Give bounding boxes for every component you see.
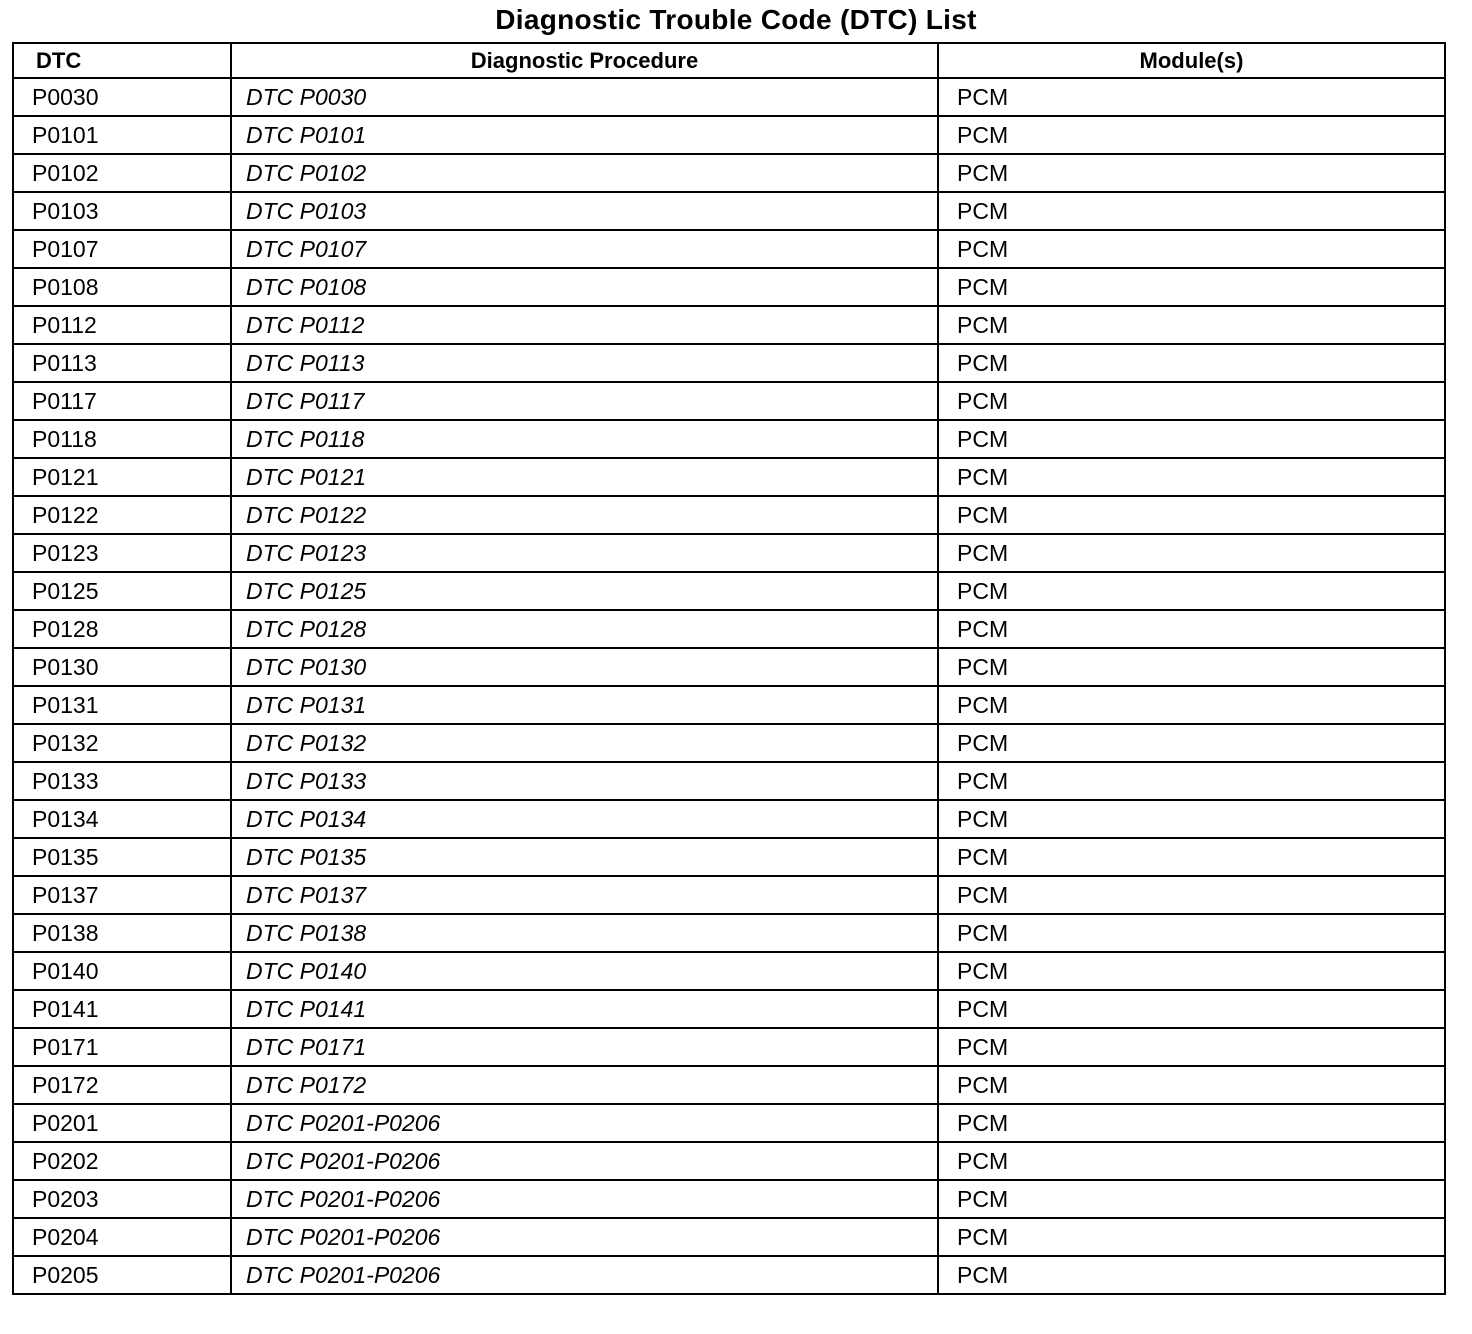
diagnostic-procedure-cell: DTC P0123 bbox=[231, 534, 938, 572]
diagnostic-procedure-cell: DTC P0135 bbox=[231, 838, 938, 876]
module-cell: PCM bbox=[938, 230, 1445, 268]
module-cell: PCM bbox=[938, 800, 1445, 838]
diagnostic-procedure-cell: DTC P0122 bbox=[231, 496, 938, 534]
table-row bbox=[13, 1218, 1445, 1256]
diagnostic-procedure-cell: DTC P0108 bbox=[231, 268, 938, 306]
dtc-code-cell: P0107 bbox=[13, 230, 231, 268]
table-row bbox=[13, 800, 1445, 838]
dtc-code-cell: P0203 bbox=[13, 1180, 231, 1218]
table-row bbox=[13, 496, 1445, 534]
module-cell: PCM bbox=[938, 686, 1445, 724]
diagnostic-procedure-cell: DTC P0133 bbox=[231, 762, 938, 800]
module-cell: PCM bbox=[938, 724, 1445, 762]
module-cell: PCM bbox=[938, 154, 1445, 192]
dtc-code-cell: P0137 bbox=[13, 876, 231, 914]
module-cell: PCM bbox=[938, 1180, 1445, 1218]
module-cell: PCM bbox=[938, 990, 1445, 1028]
page-title: Diagnostic Trouble Code (DTC) List bbox=[495, 4, 977, 35]
table-row bbox=[13, 990, 1445, 1028]
dtc-code-cell: P0172 bbox=[13, 1066, 231, 1104]
table-row bbox=[13, 268, 1445, 306]
diagnostic-procedure-cell: DTC P0030 bbox=[231, 78, 938, 116]
dtc-code-cell: P0108 bbox=[13, 268, 231, 306]
dtc-code-cell: P0205 bbox=[13, 1256, 231, 1294]
module-cell: PCM bbox=[938, 876, 1445, 914]
module-cell: PCM bbox=[938, 838, 1445, 876]
dtc-code-cell: P0202 bbox=[13, 1142, 231, 1180]
diagnostic-procedure-cell: DTC P0201-P0206 bbox=[231, 1256, 938, 1294]
table-row bbox=[13, 382, 1445, 420]
diagnostic-procedure-cell: DTC P0201-P0206 bbox=[231, 1180, 938, 1218]
table-row bbox=[13, 344, 1445, 382]
module-cell: PCM bbox=[938, 116, 1445, 154]
diagnostic-procedure-cell: DTC P0172 bbox=[231, 1066, 938, 1104]
diagnostic-procedure-cell: DTC P0138 bbox=[231, 914, 938, 952]
table-row bbox=[13, 952, 1445, 990]
table-row bbox=[13, 1104, 1445, 1142]
table-row bbox=[13, 1180, 1445, 1218]
diagnostic-procedure-cell: DTC P0201-P0206 bbox=[231, 1142, 938, 1180]
dtc-code-cell: P0122 bbox=[13, 496, 231, 534]
diagnostic-procedure-cell: DTC P0112 bbox=[231, 306, 938, 344]
module-cell: PCM bbox=[938, 382, 1445, 420]
module-cell: PCM bbox=[938, 1142, 1445, 1180]
diagnostic-procedure-cell: DTC P0128 bbox=[231, 610, 938, 648]
module-cell: PCM bbox=[938, 1066, 1445, 1104]
dtc-code-cell: P0131 bbox=[13, 686, 231, 724]
table-row bbox=[13, 420, 1445, 458]
table-row bbox=[13, 1028, 1445, 1066]
dtc-code-cell: P0135 bbox=[13, 838, 231, 876]
table-row bbox=[13, 230, 1445, 268]
dtc-code-cell: P0141 bbox=[13, 990, 231, 1028]
dtc-code-cell: P0130 bbox=[13, 648, 231, 686]
diagnostic-procedure-cell: DTC P0101 bbox=[231, 116, 938, 154]
column-header-modules: Module(s) bbox=[938, 43, 1445, 78]
dtc-code-cell: P0117 bbox=[13, 382, 231, 420]
module-cell: PCM bbox=[938, 610, 1445, 648]
module-cell: PCM bbox=[938, 420, 1445, 458]
table-row bbox=[13, 876, 1445, 914]
header-row bbox=[13, 43, 1445, 78]
table-row bbox=[13, 534, 1445, 572]
module-cell: PCM bbox=[938, 78, 1445, 116]
diagnostic-procedure-cell: DTC P0140 bbox=[231, 952, 938, 990]
column-header-procedure: Diagnostic Procedure bbox=[231, 43, 938, 78]
table-row bbox=[13, 686, 1445, 724]
table-row bbox=[13, 78, 1445, 116]
dtc-code-cell: P0140 bbox=[13, 952, 231, 990]
table-row bbox=[13, 1256, 1445, 1294]
diagnostic-procedure-cell: DTC P0113 bbox=[231, 344, 938, 382]
module-cell: PCM bbox=[938, 306, 1445, 344]
module-cell: PCM bbox=[938, 762, 1445, 800]
module-cell: PCM bbox=[938, 914, 1445, 952]
diagnostic-procedure-cell: DTC P0132 bbox=[231, 724, 938, 762]
dtc-code-cell: P0201 bbox=[13, 1104, 231, 1142]
module-cell: PCM bbox=[938, 1104, 1445, 1142]
module-cell: PCM bbox=[938, 1218, 1445, 1256]
dtc-code-cell: P0103 bbox=[13, 192, 231, 230]
diagnostic-procedure-cell: DTC P0137 bbox=[231, 876, 938, 914]
diagnostic-procedure-cell: DTC P0102 bbox=[231, 154, 938, 192]
module-cell: PCM bbox=[938, 496, 1445, 534]
diagnostic-procedure-cell: DTC P0134 bbox=[231, 800, 938, 838]
diagnostic-procedure-cell: DTC P0201-P0206 bbox=[231, 1104, 938, 1142]
dtc-code-cell: P0121 bbox=[13, 458, 231, 496]
diagnostic-procedure-cell: DTC P0121 bbox=[231, 458, 938, 496]
dtc-code-cell: P0128 bbox=[13, 610, 231, 648]
dtc-code-cell: P0134 bbox=[13, 800, 231, 838]
module-cell: PCM bbox=[938, 534, 1445, 572]
dtc-code-cell: P0102 bbox=[13, 154, 231, 192]
dtc-code-cell: P0118 bbox=[13, 420, 231, 458]
table-row bbox=[13, 458, 1445, 496]
column-header-dtc: DTC bbox=[13, 43, 231, 78]
dtc-code-cell: P0030 bbox=[13, 78, 231, 116]
diagnostic-procedure-cell: DTC P0201-P0206 bbox=[231, 1218, 938, 1256]
dtc-code-cell: P0171 bbox=[13, 1028, 231, 1066]
module-cell: PCM bbox=[938, 648, 1445, 686]
dtc-code-cell: P0113 bbox=[13, 344, 231, 382]
table-row bbox=[13, 648, 1445, 686]
module-cell: PCM bbox=[938, 458, 1445, 496]
diagnostic-procedure-cell: DTC P0103 bbox=[231, 192, 938, 230]
table-row bbox=[13, 724, 1445, 762]
module-cell: PCM bbox=[938, 344, 1445, 382]
module-cell: PCM bbox=[938, 952, 1445, 990]
table-row bbox=[13, 116, 1445, 154]
dtc-code-cell: P0112 bbox=[13, 306, 231, 344]
dtc-code-cell: P0132 bbox=[13, 724, 231, 762]
dtc-code-cell: P0125 bbox=[13, 572, 231, 610]
module-cell: PCM bbox=[938, 572, 1445, 610]
dtc-code-cell: P0204 bbox=[13, 1218, 231, 1256]
table-row bbox=[13, 1142, 1445, 1180]
diagnostic-procedure-cell: DTC P0131 bbox=[231, 686, 938, 724]
table-row bbox=[13, 192, 1445, 230]
module-cell: PCM bbox=[938, 1256, 1445, 1294]
diagnostic-procedure-cell: DTC P0141 bbox=[231, 990, 938, 1028]
module-cell: PCM bbox=[938, 192, 1445, 230]
dtc-code-cell: P0101 bbox=[13, 116, 231, 154]
diagnostic-procedure-cell: DTC P0107 bbox=[231, 230, 938, 268]
table-body bbox=[13, 78, 1445, 1294]
table-row bbox=[13, 762, 1445, 800]
module-cell: PCM bbox=[938, 268, 1445, 306]
module-cell: PCM bbox=[938, 1028, 1445, 1066]
table-row bbox=[13, 154, 1445, 192]
diagnostic-procedure-cell: DTC P0117 bbox=[231, 382, 938, 420]
dtc-code-cell: P0133 bbox=[13, 762, 231, 800]
diagnostic-procedure-cell: DTC P0125 bbox=[231, 572, 938, 610]
table-row bbox=[13, 914, 1445, 952]
table-row bbox=[13, 572, 1445, 610]
diagnostic-procedure-cell: DTC P0130 bbox=[231, 648, 938, 686]
diagnostic-procedure-cell: DTC P0171 bbox=[231, 1028, 938, 1066]
table-row bbox=[13, 610, 1445, 648]
table-row bbox=[13, 1066, 1445, 1104]
dtc-table bbox=[12, 42, 1446, 1295]
diagnostic-procedure-cell: DTC P0118 bbox=[231, 420, 938, 458]
dtc-code-cell: P0138 bbox=[13, 914, 231, 952]
dtc-code-cell: P0123 bbox=[13, 534, 231, 572]
table-row bbox=[13, 838, 1445, 876]
table-row bbox=[13, 306, 1445, 344]
